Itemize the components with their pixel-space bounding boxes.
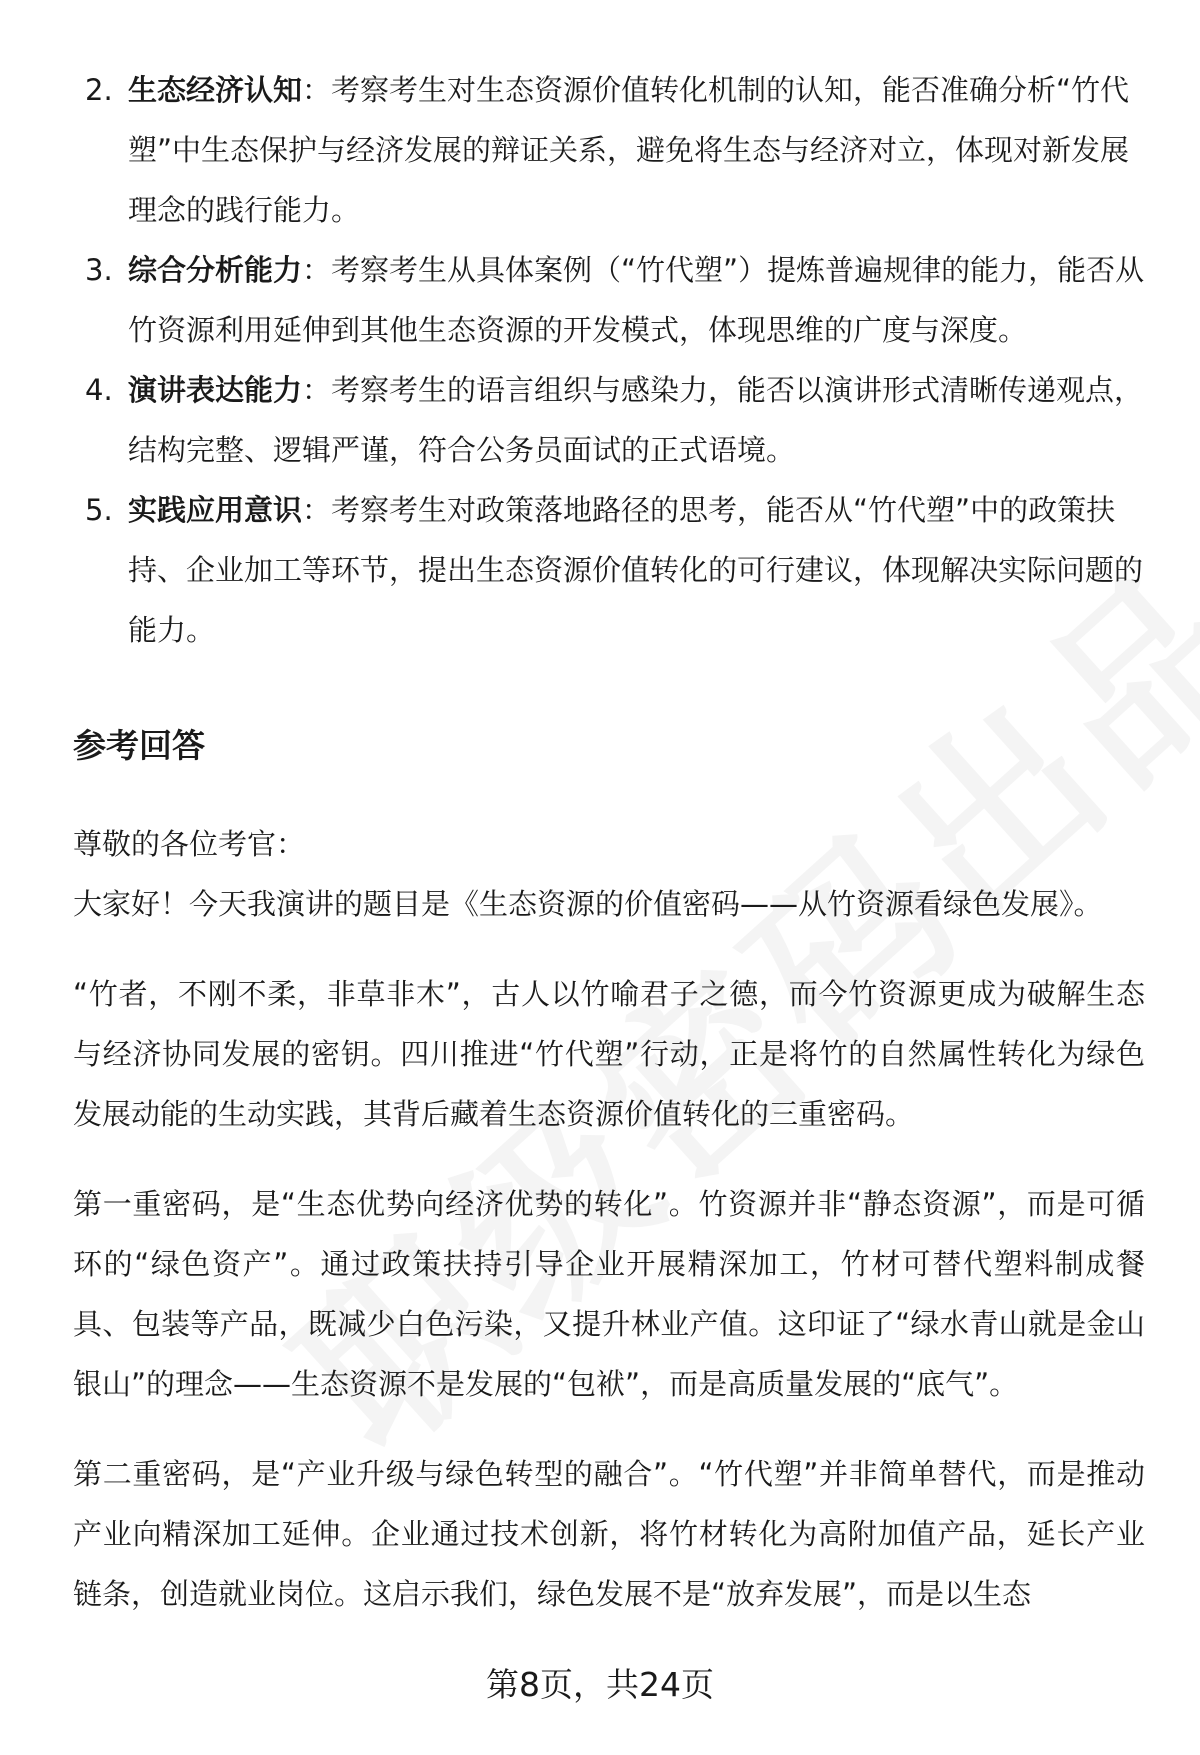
intro-paragraph: 大家好！今天我演讲的题目是《生态资源的价值密码——从竹资源看绿色发展》。 bbox=[73, 887, 1103, 921]
body-paragraph: “竹者，不刚不柔，非草非木”，古人以竹喻君子之德，而今竹资源更成为破解生态与经济协同发展的密钥。四川推进“竹代塑”行动，正是将竹的自然属性转化为绿色发展动能的生动实践，其背后藏着生态资源价值转化的三重密码。 bbox=[73, 977, 1145, 1131]
list-separator: ： bbox=[302, 253, 332, 287]
section-heading: 参考回答 bbox=[73, 726, 205, 765]
list-text: 考察考生从具体案例（“竹代塑”）提炼普遍规律的能力，能否从竹资源利用延伸到其他生态资源的开发模式，体现思维的广度与深度。 bbox=[128, 253, 1145, 347]
list-number: 4. bbox=[85, 373, 113, 407]
list-separator: ： bbox=[302, 493, 332, 527]
list-separator: ： bbox=[302, 373, 332, 407]
list-number: 5. bbox=[85, 493, 113, 527]
list-number: 3. bbox=[85, 253, 113, 287]
list-term: 演讲表达能力 bbox=[128, 373, 303, 407]
list-item bbox=[73, 60, 1145, 240]
body-paragraph: 第二重密码，是“产业升级与绿色转型的融合”。“竹代塑”并非简单替代，而是推动产业向精深加工延伸。企业通过技术创新，将竹材转化为高附加值产品，延长产业链条，创造就业岗位。这启示我们，绿色发展不是“放弃发展”，而是以生态 bbox=[73, 1457, 1145, 1611]
list-text: 考察考生对政策落地路径的思考，能否从“竹代塑”中的政策扶持、企业加工等环节，提出生态资源价值转化的可行建议，体现解决实际问题的能力。 bbox=[128, 493, 1144, 647]
greeting: 尊敬的各位考官： bbox=[73, 827, 306, 861]
list-item bbox=[73, 240, 1145, 360]
list-text: 考察考生对生态资源价值转化机制的认知，能否准确分析“竹代塑”中生态保护与经济发展的辩证关系，避免将生态与经济对立，体现对新发展理念的践行能力。 bbox=[128, 73, 1130, 227]
body-paragraph: 第一重密码，是“生态优势向经济优势的转化”。竹资源并非“静态资源”，而是可循环的“绿色资产”。通过政策扶持引导企业开展精深加工，竹材可替代塑料制成餐具、包装等产品，既减少白色污染，又提升林业产值。这印证了“绿水青山就是金山银山”的理念——生态资源不是发展的“包袱”，而是高质量发展的“底气”。 bbox=[73, 1187, 1145, 1401]
list-item bbox=[73, 480, 1145, 660]
page-footer: 第8页，共24页 bbox=[486, 1665, 714, 1704]
page-content bbox=[73, 60, 1145, 1624]
list-text: 考察考生的语言组织与感染力，能否以演讲形式清晰传递观点，结构完整、逻辑严谨，符合公务员面试的正式语境。 bbox=[128, 373, 1144, 467]
list-term: 生态经济认知 bbox=[128, 73, 303, 107]
list-number: 2. bbox=[85, 73, 113, 107]
list-item bbox=[73, 360, 1145, 480]
list-separator: ： bbox=[302, 73, 332, 107]
list-term: 实践应用意识 bbox=[128, 493, 303, 527]
list-term: 综合分析能力 bbox=[128, 253, 303, 287]
evaluation-list bbox=[73, 60, 1145, 660]
